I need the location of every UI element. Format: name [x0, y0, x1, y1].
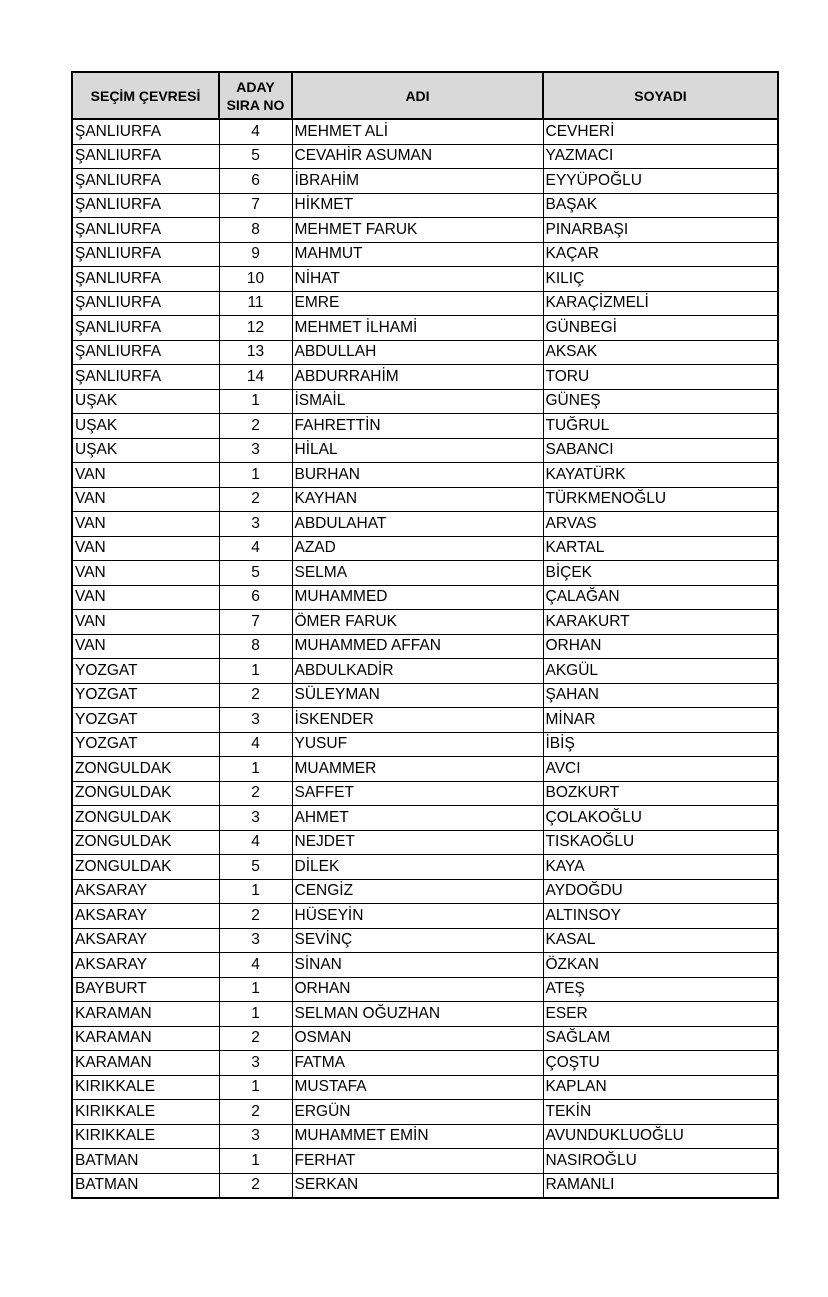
cell-sira-no: 2 [219, 487, 292, 512]
cell-soyadi: BİÇEK [543, 561, 778, 586]
table-row [72, 291, 778, 316]
cell-adi: AZAD [292, 536, 543, 561]
cell-adi: ABDULLAH [292, 340, 543, 365]
cell-soyadi: KARTAL [543, 536, 778, 561]
cell-soyadi: BOZKURT [543, 781, 778, 806]
cell-sira-no: 2 [219, 1100, 292, 1125]
cell-adi: FAHRETTİN [292, 414, 543, 439]
cell-secim-cevresi: ŞANLIURFA [72, 340, 219, 365]
cell-soyadi: AYDOĞDU [543, 879, 778, 904]
cell-sira-no: 3 [219, 708, 292, 733]
cell-sira-no: 2 [219, 904, 292, 929]
cell-secim-cevresi: ŞANLIURFA [72, 242, 219, 267]
table-row [72, 389, 778, 414]
cell-sira-no: 1 [219, 977, 292, 1002]
cell-adi: ABDURRAHİM [292, 365, 543, 390]
table-row [72, 487, 778, 512]
cell-secim-cevresi: ŞANLIURFA [72, 365, 219, 390]
table-row [72, 536, 778, 561]
table-row [72, 1149, 778, 1174]
header-secim-cevresi: SEÇİM ÇEVRESİ [72, 72, 219, 119]
table-row [72, 879, 778, 904]
cell-sira-no: 1 [219, 659, 292, 684]
cell-soyadi: AKSAK [543, 340, 778, 365]
cell-adi: MUAMMER [292, 757, 543, 782]
cell-soyadi: YAZMACI [543, 144, 778, 169]
cell-sira-no: 2 [219, 781, 292, 806]
cell-secim-cevresi: KARAMAN [72, 1026, 219, 1051]
cell-soyadi: TÜRKMENOĞLU [543, 487, 778, 512]
cell-soyadi: AVUNDUKLUOĞLU [543, 1124, 778, 1149]
cell-adi: ABDULKADİR [292, 659, 543, 684]
cell-soyadi: KILIÇ [543, 267, 778, 292]
cell-soyadi: KAÇAR [543, 242, 778, 267]
table-row [72, 169, 778, 194]
header-adi: ADI [292, 72, 543, 119]
cell-adi: SELMAN OĞUZHAN [292, 1002, 543, 1027]
cell-soyadi: KARAKURT [543, 610, 778, 635]
cell-adi: MEHMET ALİ [292, 119, 543, 144]
cell-adi: ERGÜN [292, 1100, 543, 1125]
cell-sira-no: 6 [219, 585, 292, 610]
cell-secim-cevresi: ŞANLIURFA [72, 144, 219, 169]
cell-soyadi: ESER [543, 1002, 778, 1027]
cell-sira-no: 8 [219, 218, 292, 243]
table-row [72, 316, 778, 341]
table-row [72, 512, 778, 537]
cell-adi: FERHAT [292, 1149, 543, 1174]
cell-secim-cevresi: KIRIKKALE [72, 1100, 219, 1125]
cell-adi: SÜLEYMAN [292, 683, 543, 708]
cell-adi: NİHAT [292, 267, 543, 292]
cell-secim-cevresi: ŞANLIURFA [72, 119, 219, 144]
table-row [72, 1002, 778, 1027]
cell-sira-no: 9 [219, 242, 292, 267]
table-row [72, 830, 778, 855]
cell-sira-no: 4 [219, 953, 292, 978]
cell-soyadi: EYYÜPOĞLU [543, 169, 778, 194]
cell-soyadi: TORU [543, 365, 778, 390]
cell-sira-no: 5 [219, 561, 292, 586]
cell-secim-cevresi: ŞANLIURFA [72, 218, 219, 243]
cell-adi: SİNAN [292, 953, 543, 978]
cell-adi: AHMET [292, 806, 543, 831]
cell-secim-cevresi: ZONGULDAK [72, 806, 219, 831]
cell-sira-no: 1 [219, 879, 292, 904]
cell-adi: İBRAHİM [292, 169, 543, 194]
cell-adi: ÖMER FARUK [292, 610, 543, 635]
cell-adi: CEVAHİR ASUMAN [292, 144, 543, 169]
cell-soyadi: KAYATÜRK [543, 463, 778, 488]
cell-secim-cevresi: ZONGULDAK [72, 757, 219, 782]
cell-sira-no: 2 [219, 1173, 292, 1198]
cell-sira-no: 11 [219, 291, 292, 316]
cell-secim-cevresi: ŞANLIURFA [72, 267, 219, 292]
cell-sira-no: 4 [219, 119, 292, 144]
cell-soyadi: ÇOLAKOĞLU [543, 806, 778, 831]
cell-soyadi: ARVAS [543, 512, 778, 537]
cell-adi: FATMA [292, 1051, 543, 1076]
cell-soyadi: CEVHERİ [543, 119, 778, 144]
table-row [72, 267, 778, 292]
table-row [72, 1075, 778, 1100]
cell-sira-no: 14 [219, 365, 292, 390]
cell-sira-no: 1 [219, 1149, 292, 1174]
cell-sira-no: 3 [219, 1051, 292, 1076]
cell-soyadi: ÇOŞTU [543, 1051, 778, 1076]
cell-soyadi: İBİŞ [543, 732, 778, 757]
cell-secim-cevresi: VAN [72, 512, 219, 537]
cell-soyadi: TEKİN [543, 1100, 778, 1125]
table-row [72, 977, 778, 1002]
cell-soyadi: AVCI [543, 757, 778, 782]
cell-adi: DİLEK [292, 855, 543, 880]
cell-secim-cevresi: UŞAK [72, 438, 219, 463]
table-row [72, 463, 778, 488]
cell-secim-cevresi: VAN [72, 487, 219, 512]
cell-secim-cevresi: VAN [72, 610, 219, 635]
table-row [72, 806, 778, 831]
cell-soyadi: NASIROĞLU [543, 1149, 778, 1174]
cell-secim-cevresi: VAN [72, 536, 219, 561]
cell-adi: OSMAN [292, 1026, 543, 1051]
header-soyadi: SOYADI [543, 72, 778, 119]
cell-adi: KAYHAN [292, 487, 543, 512]
cell-secim-cevresi: UŞAK [72, 389, 219, 414]
cell-soyadi: RAMANLI [543, 1173, 778, 1198]
cell-sira-no: 5 [219, 855, 292, 880]
table-row [72, 1026, 778, 1051]
cell-secim-cevresi: ŞANLIURFA [72, 193, 219, 218]
cell-secim-cevresi: YOZGAT [72, 732, 219, 757]
table-row [72, 218, 778, 243]
cell-sira-no: 4 [219, 732, 292, 757]
table-row [72, 855, 778, 880]
cell-secim-cevresi: VAN [72, 585, 219, 610]
cell-secim-cevresi: KIRIKKALE [72, 1075, 219, 1100]
cell-secim-cevresi: ZONGULDAK [72, 830, 219, 855]
cell-sira-no: 6 [219, 169, 292, 194]
cell-adi: MEHMET İLHAMİ [292, 316, 543, 341]
table-body [72, 119, 778, 1198]
cell-sira-no: 7 [219, 193, 292, 218]
cell-sira-no: 2 [219, 414, 292, 439]
cell-sira-no: 2 [219, 1026, 292, 1051]
table-row [72, 757, 778, 782]
cell-sira-no: 1 [219, 1002, 292, 1027]
cell-soyadi: BAŞAK [543, 193, 778, 218]
table-row [72, 1173, 778, 1198]
cell-sira-no: 1 [219, 1075, 292, 1100]
cell-secim-cevresi: AKSARAY [72, 904, 219, 929]
cell-adi: İSKENDER [292, 708, 543, 733]
cell-secim-cevresi: ZONGULDAK [72, 855, 219, 880]
header-aday-line2: SIRA NO [226, 96, 285, 113]
cell-sira-no: 3 [219, 928, 292, 953]
cell-adi: SERKAN [292, 1173, 543, 1198]
cell-sira-no: 1 [219, 757, 292, 782]
table-row [72, 561, 778, 586]
cell-soyadi: ÇALAĞAN [543, 585, 778, 610]
table-row [72, 659, 778, 684]
cell-sira-no: 1 [219, 463, 292, 488]
cell-sira-no: 1 [219, 389, 292, 414]
cell-adi: SAFFET [292, 781, 543, 806]
cell-adi: CENGİZ [292, 879, 543, 904]
cell-secim-cevresi: UŞAK [72, 414, 219, 439]
cell-sira-no: 5 [219, 144, 292, 169]
cell-adi: YUSUF [292, 732, 543, 757]
cell-soyadi: KASAL [543, 928, 778, 953]
cell-soyadi: SABANCI [543, 438, 778, 463]
cell-soyadi: TISKAOĞLU [543, 830, 778, 855]
table-row [72, 585, 778, 610]
cell-soyadi: ALTINSOY [543, 904, 778, 929]
table-row [72, 193, 778, 218]
table-row [72, 365, 778, 390]
cell-secim-cevresi: KARAMAN [72, 1051, 219, 1076]
cell-secim-cevresi: YOZGAT [72, 708, 219, 733]
cell-adi: ABDULAHAT [292, 512, 543, 537]
cell-adi: MEHMET FARUK [292, 218, 543, 243]
table-row [72, 683, 778, 708]
cell-soyadi: KARAÇİZMELİ [543, 291, 778, 316]
cell-sira-no: 7 [219, 610, 292, 635]
cell-sira-no: 3 [219, 438, 292, 463]
cell-soyadi: SAĞLAM [543, 1026, 778, 1051]
cell-secim-cevresi: ŞANLIURFA [72, 316, 219, 341]
cell-soyadi: KAPLAN [543, 1075, 778, 1100]
cell-soyadi: KAYA [543, 855, 778, 880]
table-row [72, 1051, 778, 1076]
cell-adi: ORHAN [292, 977, 543, 1002]
header-row [72, 72, 778, 119]
cell-soyadi: ORHAN [543, 634, 778, 659]
cell-adi: İSMAİL [292, 389, 543, 414]
cell-sira-no: 4 [219, 830, 292, 855]
header-aday-line1: ADAY [236, 78, 275, 95]
cell-adi: MAHMUT [292, 242, 543, 267]
cell-secim-cevresi: YOZGAT [72, 659, 219, 684]
cell-secim-cevresi: VAN [72, 561, 219, 586]
table-row [72, 634, 778, 659]
cell-adi: BURHAN [292, 463, 543, 488]
table-row [72, 414, 778, 439]
cell-secim-cevresi: AKSARAY [72, 953, 219, 978]
cell-adi: HİLAL [292, 438, 543, 463]
cell-secim-cevresi: YOZGAT [72, 683, 219, 708]
table-row [72, 1100, 778, 1125]
cell-adi: HİKMET [292, 193, 543, 218]
cell-secim-cevresi: ZONGULDAK [72, 781, 219, 806]
cell-adi: MUHAMMET EMİN [292, 1124, 543, 1149]
cell-secim-cevresi: KARAMAN [72, 1002, 219, 1027]
cell-soyadi: TUĞRUL [543, 414, 778, 439]
cell-sira-no: 4 [219, 536, 292, 561]
cell-adi: MUSTAFA [292, 1075, 543, 1100]
cell-soyadi: GÜNBEGİ [543, 316, 778, 341]
cell-secim-cevresi: BATMAN [72, 1173, 219, 1198]
cell-secim-cevresi: KIRIKKALE [72, 1124, 219, 1149]
cell-adi: HÜSEYİN [292, 904, 543, 929]
cell-soyadi: ÖZKAN [543, 953, 778, 978]
cell-adi: SEVİNÇ [292, 928, 543, 953]
cell-secim-cevresi: AKSARAY [72, 879, 219, 904]
cell-adi: EMRE [292, 291, 543, 316]
table-row [72, 119, 778, 144]
candidate-table [71, 71, 779, 1199]
cell-secim-cevresi: ŞANLIURFA [72, 169, 219, 194]
table-row [72, 904, 778, 929]
cell-secim-cevresi: VAN [72, 463, 219, 488]
table-row [72, 144, 778, 169]
cell-adi: SELMA [292, 561, 543, 586]
table-row [72, 610, 778, 635]
cell-secim-cevresi: BAYBURT [72, 977, 219, 1002]
cell-soyadi: GÜNEŞ [543, 389, 778, 414]
cell-soyadi: PINARBAŞI [543, 218, 778, 243]
table-row [72, 928, 778, 953]
cell-adi: MUHAMMED [292, 585, 543, 610]
cell-soyadi: AKGÜL [543, 659, 778, 684]
table-row [72, 1124, 778, 1149]
cell-secim-cevresi: VAN [72, 634, 219, 659]
cell-secim-cevresi: ŞANLIURFA [72, 291, 219, 316]
cell-sira-no: 3 [219, 512, 292, 537]
table-row [72, 438, 778, 463]
cell-adi: NEJDET [292, 830, 543, 855]
cell-adi: MUHAMMED AFFAN [292, 634, 543, 659]
cell-sira-no: 2 [219, 683, 292, 708]
candidate-list-sheet [71, 71, 777, 1199]
cell-sira-no: 3 [219, 806, 292, 831]
table-row [72, 242, 778, 267]
table-row [72, 732, 778, 757]
cell-secim-cevresi: AKSARAY [72, 928, 219, 953]
table-row [72, 340, 778, 365]
header-aday-sira-no [219, 72, 292, 119]
table-row [72, 708, 778, 733]
cell-soyadi: MİNAR [543, 708, 778, 733]
table-row [72, 781, 778, 806]
cell-sira-no: 3 [219, 1124, 292, 1149]
cell-soyadi: ŞAHAN [543, 683, 778, 708]
cell-sira-no: 12 [219, 316, 292, 341]
cell-sira-no: 8 [219, 634, 292, 659]
table-row [72, 953, 778, 978]
cell-sira-no: 10 [219, 267, 292, 292]
cell-soyadi: ATEŞ [543, 977, 778, 1002]
table-header [72, 72, 778, 119]
cell-secim-cevresi: BATMAN [72, 1149, 219, 1174]
cell-sira-no: 13 [219, 340, 292, 365]
